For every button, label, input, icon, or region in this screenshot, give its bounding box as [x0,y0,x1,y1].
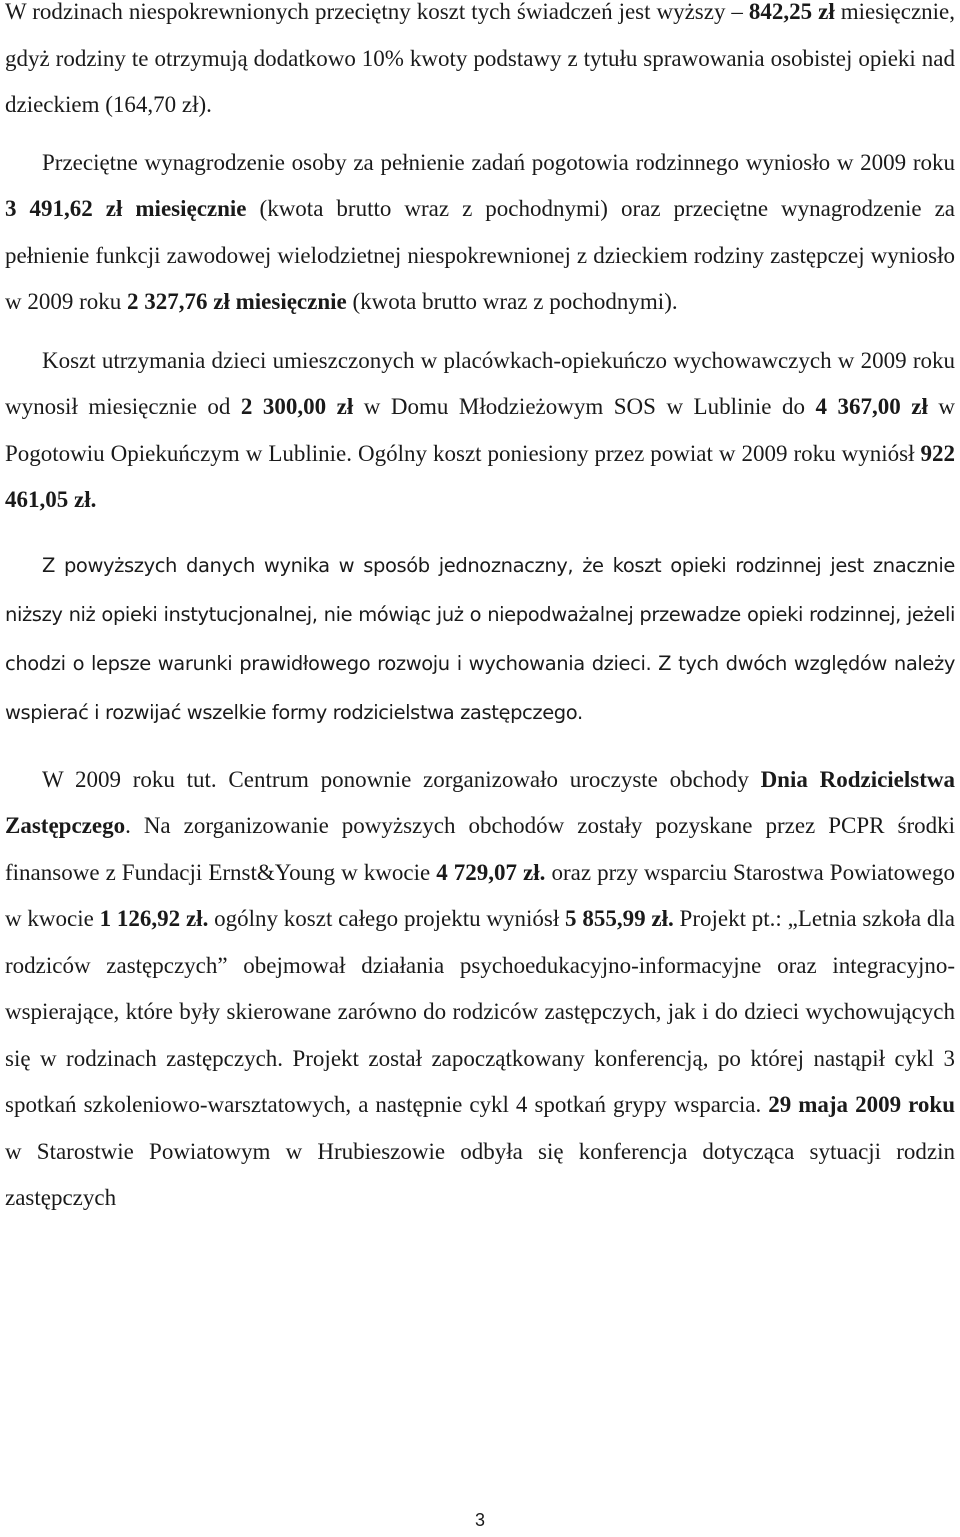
emphasized-text: 922 461,05 zł. [5,440,955,512]
paragraph-emergency-family-salary [5,140,955,326]
text-run: oraz przy wsparciu Starostwa Powiatowego w kwocie [5,859,956,931]
emphasized-text: 4 729,07 zł. [436,859,546,885]
emphasized-text: 29 maja 2009 roku [768,1092,955,1117]
text-run: ogólny koszt całego projektu wyniósł [208,906,566,931]
text-run: (kwota brutto wraz z pochodnymi). [346,289,678,314]
text-run: w Domu Młodzieżowym SOS w Lublinie do [353,394,816,419]
paragraph-family-benefits-cost [5,0,955,129]
text-run: (kwota brutto wraz z pochodnymi) oraz przeciętne wynagrodzenie za pełnienie funkcji zawodowej wielodzietnej niespokrewnionej z dzieckiem rodziny zastępczej wyniosło w 2009 roku [5,196,955,314]
text-run: w Pogotowiu Opiekuńczym w Lublinie. Ogólny koszt poniesiony przez powiat w 2009 roku wyniósł [5,394,955,466]
text-run: Koszt utrzymania dzieci umieszczonych w placówkach-opiekuńczo wychowawczych w 2009 roku wynosił miesięcznie od [5,347,955,419]
text-run: w Starostwie Powiatowym w Hrubieszowie odbyła się konferencja dotycząca sytuacji rodzin zastępczych [5,1138,955,1210]
text-run: Przeciętne wynagrodzenie osoby za pełnienie zadań pogotowia rodzinnego wyniosło w 2009 roku [42,149,955,175]
emphasized-text: 5 855,99 zł. [565,906,674,931]
paragraph-care-institution-cost [5,338,955,524]
emphasized-text: Dnia Rodzicielstwa Zastępczego [5,766,956,838]
text-run: Projekt pt.: „Letnia szkoła dla rodziców zastępczych” obejmował działania psychoedukacyjno-informacyjne oraz integracyjno-wspierające, które były skierowane zarówno do rodziców zastępczych, jak i do dzieci wychowujących się w rodzinach zastępczych. Projekt został zapoczątkowany konferencją, po której nastąpił cykl 3 spotkań szkoleniowo-warsztatowych, a następnie cykl 4 spotkań grypy wsparcia. [5,906,956,1117]
page-number: 3 [474,1510,485,1530]
emphasized-text: 3 491,62 zł miesięcznie [5,196,247,221]
text-run: W rodzinach niespokrewnionych przeciętny koszt tych świadczeń jest wyższy – [5,0,749,24]
emphasized-text: 2 300,00 zł [240,394,354,419]
emphasized-text: 1 126,92 zł. [99,906,209,931]
text-run: W 2009 roku tut. Centrum ponownie zorganizowało uroczyste obchody [42,766,761,792]
emphasized-text: 2 327,76 zł miesięcznie [127,289,347,314]
emphasized-text: 4 367,00 zł [815,394,928,419]
emphasized-text: 842,25 zł [748,0,835,24]
paragraph-conclusion [5,541,955,737]
paragraph-foster-parenthood-day [5,757,955,1222]
text-run: miesięcznie, gdyż rodziny te otrzymują dodatkowo 10% kwoty podstawy z tytułu sprawowania osobistej opieki nad dzieckiem (164,70 zł). [5,0,956,117]
text-run: Z powyższych danych wynika w sposób jednoznaczny, że koszt opieki rodzinnej jest znacznie niższy niż opieki instytucjonalnej, nie mówiąc już o niepodważalnej przewadze opieki rodzinnej, jeżeli chodzi o lepsze warunki prawidłowego rozwoju i wychowania dzieci. Z tych dwóch względów należy wspierać i rozwijać wszelkie formy rodzicielstwa zastępczego. [5,553,955,724]
text-run: . Na zorganizowanie powyższych obchodów zostały pozyskane przez PCPR środki finansowe z Fundacji Ernst&Young w kwocie [5,813,955,885]
